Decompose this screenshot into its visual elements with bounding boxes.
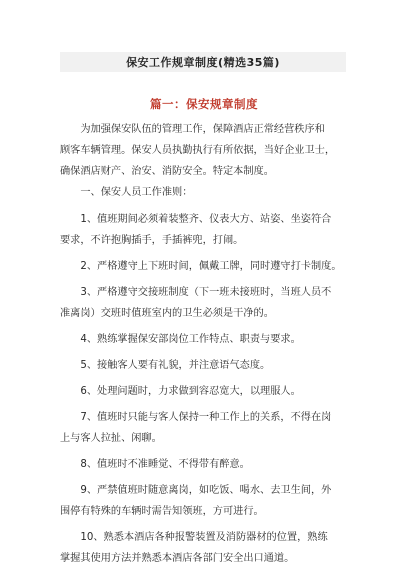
body-line: 为加强保安队伍的管理工作，保障酒店正常经营秩序和 [60,124,325,135]
body-line: 8、值班时不准睡觉、不得带有醉意。 [60,459,250,470]
body-line: 4、熟练掌握保安部岗位工作特点、职责与要求。 [60,334,301,345]
body-line: 5、接触客人要有礼貌，并注意语气态度。 [60,360,271,371]
body-line: 顾客车辆管理。保安人员执勤执行有所依据，当好企业卫士， [60,145,336,156]
body-line: 掌握其使用方法并熟悉本酒店各部门安全出口通道。 [60,553,295,564]
document-title-bar [60,52,346,72]
body-line: 上与客人拉扯、闲聊。 [60,433,162,444]
body-line: 准离岗）交班时值班室内的卫生必须是干净的。 [60,308,274,319]
body-line: 要求，不许抱胸插手，手插裤兜，打闹。 [60,235,244,246]
body-line: 9、严禁值班时随意离岗，如吃饭、喝水、去卫生间，外 [60,485,332,496]
section-heading: 篇一：保安规章制度 [150,97,258,111]
body-line: 围停有特殊的车辆时需告知领班，方可进行。 [60,506,264,517]
document-title: 保安工作规章制度(精选35篇) [126,56,280,69]
body-line: 7、值班时只能与客人保持一种工作上的关系，不得在岗 [60,412,332,423]
body-line: 一、保安人员工作准则： [60,187,193,198]
body-line: 3、严格遵守交接班制度（下一班未接班时，当班人员不 [60,287,332,298]
body-line: 2、严格遵守上下班时间，佩戴工牌，同时遵守打卡制度。 [60,261,342,272]
body-line: 1、值班期间必须着装整齐、仪表大方、站姿、坐姿符合 [60,214,332,225]
body-line: 10、熟悉本酒店各种报警装置及消防器材的位置，熟练 [60,532,328,543]
body-line: 确保酒店财产、治安、消防安全。特定本制度。 [60,166,274,177]
body-line: 6、处理问题时，力求做到容忍宽大，以理服人。 [60,386,301,397]
